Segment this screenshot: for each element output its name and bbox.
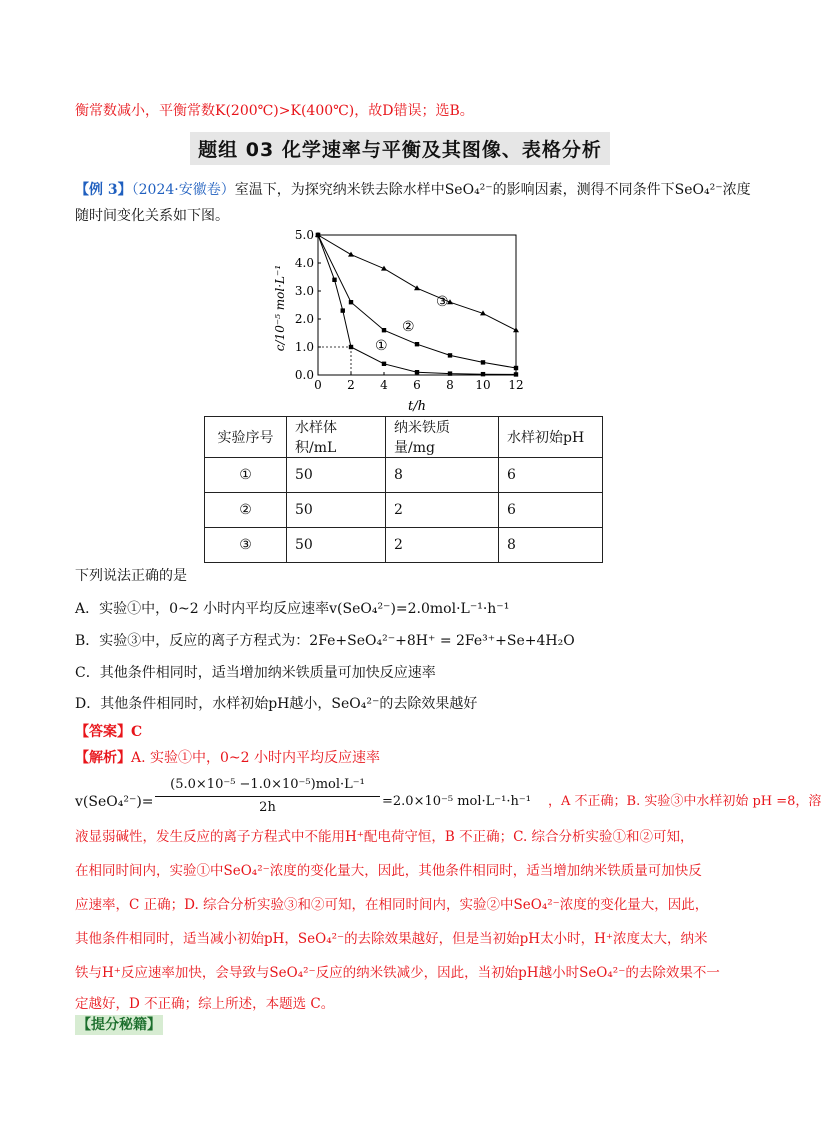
table-cell: 50: [287, 493, 386, 528]
series-1-point: [332, 278, 336, 282]
table-cell: 2: [386, 528, 499, 563]
analysis-line-3: 应速率，C 正确；D. 综合分析实验③和②可知，在相同时间内，实验②中SeO₄²⁻浓度的变化量大，因此，: [75, 897, 709, 913]
tips-heading: [75, 1015, 163, 1035]
series-1-point: [341, 308, 345, 312]
formula-right: =2.0×10⁻⁵ mol·L⁻¹·h⁻¹: [382, 794, 531, 809]
x-tick-label: 6: [413, 378, 421, 392]
series-label-1: ①: [375, 338, 388, 354]
series-3-point: [348, 252, 354, 257]
series-1-point: [514, 372, 518, 376]
option-b: B．实验③中，反应的离子方程式为：2Fe+SeO₄²⁻+8H⁺ = 2Fe³⁺+Se+4H₂O: [75, 633, 575, 649]
example-text-2: 随时间变化关系如下图。: [75, 208, 229, 224]
x-tick-label: 0: [314, 378, 322, 392]
formula-numerator: (5.0×10⁻⁵ −1.0×10⁻⁵)mol·L⁻¹: [155, 776, 380, 797]
experiment-table: [204, 416, 603, 563]
y-tick-label: 0.0: [294, 368, 314, 382]
y-tick-label: 5.0: [294, 228, 314, 242]
series-3-point: [414, 285, 420, 290]
option-c: C．其他条件相同时，适当增加纳米铁质量可加快反应速率: [75, 665, 436, 681]
table-row: [205, 458, 603, 493]
table-cell: 8: [386, 458, 499, 493]
y-tick-label: 4.0: [294, 256, 314, 270]
top-line: 衡常数减小，平衡常数K(200℃)>K(400℃)，故D错误；选B。: [75, 103, 474, 119]
table-cell: ①: [205, 458, 287, 493]
y-axis-label: c/10⁻⁵ mol·L⁻¹: [273, 264, 287, 352]
table-cell: 6: [499, 458, 603, 493]
formula-denominator: 2h: [259, 800, 276, 815]
option-d: D．其他条件相同时，水样初始pH越小，SeO₄²⁻的去除效果越好: [75, 696, 478, 712]
series-label-3: ③: [436, 294, 449, 310]
y-tick-label: 1.0: [294, 340, 314, 354]
question-stem: 下列说法正确的是: [75, 568, 187, 584]
analysis-line-5: 铁与H⁺反应速率加快，会导致与SeO₄²⁻反应的纳米铁减少，因此，当初始pH越小时SeO₄²⁻的去除效果不一: [75, 965, 720, 981]
example-intro: [75, 180, 751, 200]
table-header: 水样初始pH: [499, 417, 603, 458]
table-row: [205, 528, 603, 563]
analysis-line-2: 在相同时间内，实验①中SeO₄²⁻浓度的变化量大，因此，其他条件相同时，适当增加纳米铁质量可加快反: [75, 863, 702, 879]
analysis-label: 【解析】: [75, 750, 131, 766]
example-text-1: 室温下，为探究纳米铁去除水样中SeO₄²⁻的影响因素，测得不同条件下SeO₄²⁻浓度: [234, 182, 751, 198]
series-2-point: [415, 342, 419, 346]
series-2-point: [349, 300, 353, 304]
table-cell: ③: [205, 528, 287, 563]
x-axis-label: t/h: [408, 399, 426, 414]
series-1-point: [415, 370, 419, 374]
concentration-chart: [262, 220, 522, 415]
tips-label: 【提分秘籍】: [77, 1017, 161, 1033]
x-tick-label: 4: [380, 378, 388, 392]
series-2-point: [481, 360, 485, 364]
formula-fraction: [155, 776, 380, 817]
table-cell: 50: [287, 458, 386, 493]
analysis-first: A. 实验①中，0~2 小时内平均反应速率: [131, 750, 381, 766]
table-header: 纳米铁质量/mg: [386, 417, 499, 458]
series-1-point: [448, 371, 452, 375]
analysis-line-4: 其他条件相同时，适当减小初始pH，SeO₄²⁻的去除效果越好，但是当初始pH太小时，H⁺浓度太大，纳米: [75, 931, 708, 947]
table-cell: 6: [499, 493, 603, 528]
section-heading: [0, 132, 800, 165]
y-tick-label: 2.0: [294, 312, 314, 326]
series-label-2: ②: [402, 319, 415, 335]
series-1-point: [481, 372, 485, 376]
table-header: 实验序号: [205, 417, 287, 458]
analysis-line-1: 液显弱碱性，发生反应的离子方程式中不能用H⁺配电荷守恒，B 不正确；C. 综合分析实验①和②可知，: [75, 829, 694, 845]
table-row: [205, 493, 603, 528]
section-heading-text: 题组 03 化学速率与平衡及其图像、表格分析: [190, 132, 610, 165]
analysis-first-line: [75, 748, 380, 768]
analysis-line-6: 定越好，D 不正确；综上所述，本题选 C。: [75, 996, 335, 1012]
answer: 【答案】C: [75, 724, 143, 740]
example-source: （2024·安徽卷）: [131, 182, 235, 198]
analysis-after-formula: ，A 不正确；B. 实验③中水样初始 pH =8，溶: [548, 794, 821, 809]
option-a: A．实验①中，0~2 小时内平均反应速率v(SeO₄²⁻)=2.0mol·L⁻¹·h⁻¹: [75, 601, 510, 617]
y-tick-label: 3.0: [294, 284, 314, 298]
plot-frame: [318, 235, 516, 375]
table-cell: 8: [499, 528, 603, 563]
example-label: 【例 3】: [75, 182, 132, 198]
table-header: 水样体积/mL: [287, 417, 386, 458]
series-line-2: [318, 235, 516, 368]
series-2-point: [514, 366, 518, 370]
table-header-row: [205, 417, 603, 458]
table-cell: 2: [386, 493, 499, 528]
series-1-point: [382, 362, 386, 366]
series-3-point: [513, 327, 519, 332]
series-line-3: [318, 235, 516, 330]
series-line-1: [318, 235, 516, 374]
x-tick-label: 8: [446, 378, 454, 392]
x-tick-label: 12: [508, 378, 524, 392]
x-tick-label: 2: [347, 378, 355, 392]
table-cell: 50: [287, 528, 386, 563]
x-tick-label: 10: [475, 378, 491, 392]
table-cell: ②: [205, 493, 287, 528]
series-2-point: [382, 328, 386, 332]
series-2-point: [448, 353, 452, 357]
formula-left: v(SeO₄²⁻)=: [75, 794, 154, 810]
